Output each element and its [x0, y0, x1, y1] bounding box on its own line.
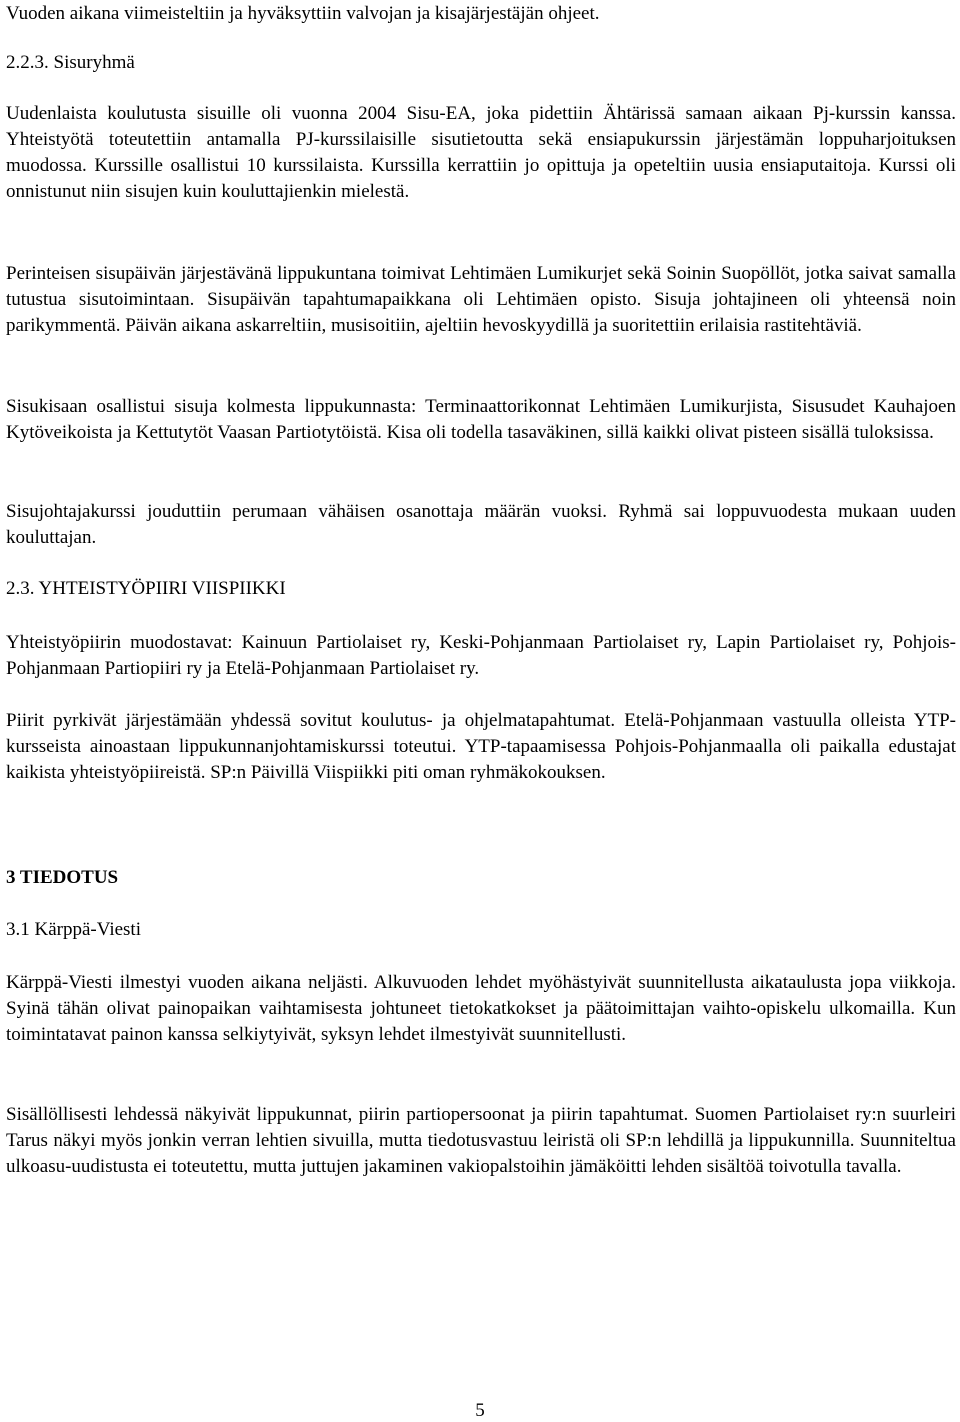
paragraph-sisupaiva: Perinteisen sisupäivän järjestävänä lippukuntana toimivat Lehtimäen Lumikurjet sekä Soinin Suopöllöt, jotka saivat samalla tutustua sisutoimintaan. Sisupäivän tapahtumapaikkana oli Lehtimäen opisto. Sisuja johtajineen oli yhteensä noin parikymmentä. Päivän aikana askarreltiin, musisoitiin, ajeltiin hevoskyydillä ja suoritettiin erilaisia rastitehtäviä.: [6, 263, 956, 336]
paragraph-yhteistyopiiri: Yhteistyöpiirin muodostavat: Kainuun Partiolaiset ry, Keski-Pohjanmaan Partiolaiset ry, Lapin Partiolaiset ry, Pohjois-Pohjanmaan Partiopiiri ry ja Etelä-Pohjanmaan Partiolaiset ry.: [6, 632, 956, 679]
heading-3-1: 3.1 Kärppä-Viesti: [6, 919, 141, 940]
page-number: 5: [475, 1400, 485, 1421]
paragraph-sisujohtajakurssi: Sisujohtajakurssi jouduttiin perumaan vähäisen osanottaja määrän vuoksi. Ryhmä sai loppuvuodesta mukaan uuden kouluttajan.: [6, 501, 956, 548]
paragraph-sisu-ea: Uudenlaista koulutusta sisuille oli vuonna 2004 Sisu-EA, joka pidettiin Ähtärissä samaan aikaan Pj-kurssin kanssa. Yhteistyötä toteutettiin antamalla PJ-kurssilaisille sisutietoutta sekä ensiapukurssin järjestämän loppuharjoituksen muodossa. Kurssille osallistui 10 kurssilaista. Kurssilla kerrattiin jo opittuja ja opeteltiin uusia ensiaputaitoja. Kurssi oli onnistunut niin sisujen kuin kouluttajienkin mielestä.: [6, 103, 956, 202]
heading-3: 3 TIEDOTUS: [6, 867, 119, 888]
intro-line: Vuoden aikana viimeisteltiin ja hyväksyttiin valvojan ja kisajärjestäjän ohjeet.: [6, 3, 600, 24]
document-page: [6, 0, 956, 1419]
paragraph-karppa-viesti: Kärppä-Viesti ilmestyi vuoden aikana neljästi. Alkuvuoden lehdet myöhästyivät suunnitellusta aikataulusta jopa viikkoja. Syinä tähän olivat painopaikan vaihtamisesta johtuneet tietokatkokset ja päätoimittajan vaihto-opiskelu ulkomailla. Kun toimintatavat painon kanssa selkiytyivät, syksyn lehdet ilmestyivät suunnitellusti.: [6, 972, 956, 1045]
paragraph-piirit: Piirit pyrkivät järjestämään yhdessä sovitut koulutus- ja ohjelmatapahtumat. Etelä-Pohjanmaan vastuulla olleista YTP-kursseista ainoastaan lippukunnanjohtamiskurssi toteutui. YTP-tapaamisessa Pohjois-Pohjanmaalla oli paikalla edustajat kaikista yhteistyöpiireistä. SP:n Päivillä Viispiikki piti oman ryhmäkokouksen.: [6, 710, 956, 783]
heading-2-2-3: 2.2.3. Sisuryhmä: [6, 52, 135, 73]
heading-2-3: 2.3. YHTEISTYÖPIIRI VIISPIIKKI: [6, 578, 286, 599]
paragraph-sisallollisesti: Sisällöllisesti lehdessä näkyivät lippukunnat, piirin partiopersoonat ja piirin tapahtumat. Suomen Partiolaiset ry:n suurleiri Tarus näkyi myös jonkin verran lehtien sivuilla, mutta tiedotusvastuu leiristä oli SP:n lehdillä ja lippukunnilla. Suunniteltua ulkoasu-uudistusta ei toteutettu, mutta juttujen jakaminen vakiopalstoihin jämäköitti lehden sisältöä toivotulla tavalla.: [6, 1104, 956, 1177]
paragraph-sisukisa: Sisukisaan osallistui sisuja kolmesta lippukunnasta: Terminaattorikonnat Lehtimäen Lumikurjista, Sisusudet Kauhajoen Kytöveikoista ja Kettutytöt Vaasan Partiotytöistä. Kisa oli todella tasaväkinen, sillä kaikki olivat pisteen sisällä tuloksissa.: [6, 396, 956, 443]
